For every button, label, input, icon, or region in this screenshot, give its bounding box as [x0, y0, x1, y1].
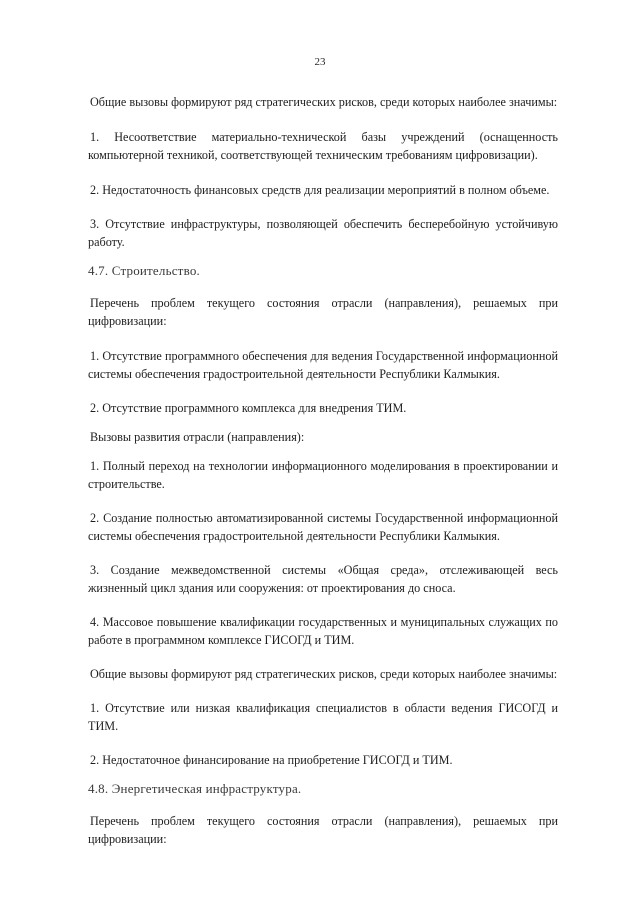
paragraph-challenge-4: 4. Массовое повышение квалификации государственных и муниципальных служащих по работе в программном комплексе ГИСОГД и ТИМ. [88, 615, 558, 647]
page-body [88, 93, 558, 848]
paragraph-problem-2: 2. Отсутствие программного комплекса для внедрения ТИМ. [90, 401, 407, 415]
paragraph-challenge-2: 2. Создание полностью автоматизированной системы Государственной информационной системы обеспечения градостроительной деятельности Республики Калмыкия. [88, 511, 558, 543]
paragraph-problems-intro: Перечень проблем текущего состояния отрасли (направления), решаемых при цифровизации: [88, 296, 558, 328]
paragraph-challenges-intro: Вызовы развития отрасли (направления): [90, 430, 305, 444]
paragraph-risks-intro-2: Общие вызовы формируют ряд стратегических рисков, среди которых наиболее значимы: [90, 667, 558, 681]
paragraph-risk-3: 3. Отсутствие инфраструктуры, позволяющей обеспечить бесперебойную устойчивую работу. [88, 217, 558, 249]
paragraph-challenge-3: 3. Создание межведомственной системы «Общая среда», отслеживающей весь жизненный цикл здания или сооружения: от проектирования до сноса. [88, 563, 558, 595]
paragraph-challenge-1: 1. Полный переход на технологии информационного моделирования в проектировании и строительстве. [88, 459, 558, 491]
paragraph-problem-1: 1. Отсутствие программного обеспечения для ведения Государственной информационной системы обеспечения градостроительной деятельности Республики Калмыкия. [88, 349, 558, 381]
page-number: 23 [314, 56, 326, 68]
paragraph-risks-intro: Общие вызовы формируют ряд стратегических рисков, среди которых наиболее значимы: [90, 95, 558, 109]
paragraph-risk-b2: 2. Недостаточное финансирование на приобретение ГИСОГД и ТИМ. [90, 753, 453, 767]
section-heading-energy: 4.8. Энергетическая инфраструктура. [88, 781, 302, 796]
paragraph-energy-problems-intro: Перечень проблем текущего состояния отрасли (направления), решаемых при цифровизации: [88, 814, 558, 846]
section-heading-construction: 4.7. Строительство. [88, 263, 200, 278]
paragraph-risk-b1: 1. Отсутствие или низкая квалификация специалистов в области ведения ГИСОГД и ТИМ. [88, 701, 558, 733]
paragraph-risk-1: 1. Несоответствие материально-технической базы учреждений (оснащенность компьютерной техникой, соответствующей техническим требованиям цифровизации). [88, 130, 558, 162]
paragraph-risk-2: 2. Недостаточность финансовых средств для реализации мероприятий в полном объеме. [90, 183, 550, 197]
